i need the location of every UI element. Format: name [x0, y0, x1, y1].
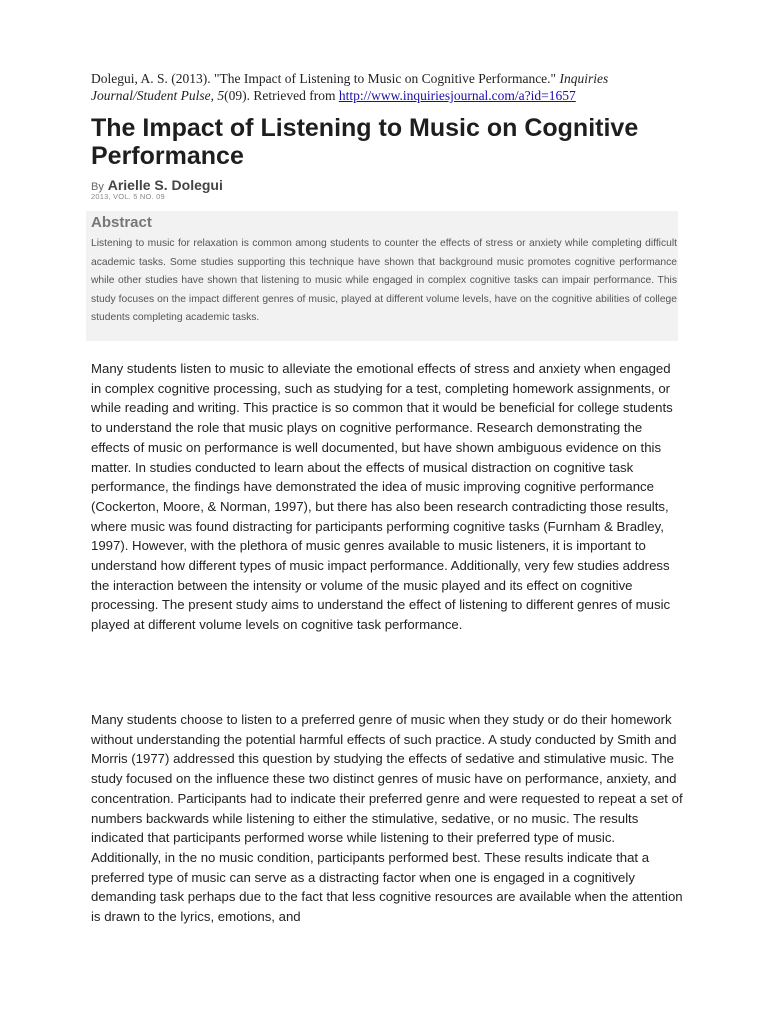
citation-issue-retrieved: (09). Retrieved from — [224, 88, 339, 103]
citation-journal: Inquiries Journal/Student Pulse — [91, 71, 609, 103]
author-name: Arielle S. Dolegui — [107, 177, 223, 193]
abstract-text: Listening to music for relaxation is common among students to counter the effects of stress or anxiety while completing difficult academic tasks. Some studies supporting this technique have shown that background music promotes cognitive performance while other studies have shown that listening to music while engaged in complex cognitive tasks can impair performance. This study focuses on the impact different genres of music, played at different volume levels, have on the cognitive abilities of college students completing academic tasks. — [91, 238, 677, 323]
citation-volume: 5 — [217, 88, 225, 103]
body-paragraph-2: Many students choose to listen to a preferred genre of music when they study or do their homework without understanding the potential harmful effects of such practice. A study conducted by Smith and Morris (1977) addressed this question by studying the effects of sedative and stimulative music. The study focused on the influence these two distinct genres of music have on performance, anxiety, and concentration. Participants had to indicate their preferred genre and were requested to repeat a set of numbers backwards while listening to either the stimulative, sedative, or no music. The results indicated that participants performed worse while listening to their preferred type of music. Additionally, in the no music condition, participants performed best. These results indicate that a preferred type of music can serve as a distracting factor when one is engaged in a cognitively demanding task perhaps due to the fact that less cognitive resources are available when the attention is drawn to the lyrics, emotions, and — [91, 712, 683, 925]
abstract-heading: Abstract — [91, 214, 152, 231]
by-label: By — [91, 181, 104, 193]
citation-url-link[interactable]: http://www.inquiriesjournal.com/a?id=1657 — [338, 88, 576, 103]
abstract-section — [86, 211, 678, 341]
body-paragraph-1: Many students listen to music to alleviate the emotional effects of stress and anxiety when engaged in complex cognitive processing, such as studying for a test, completing homework assignments, or while reading and writing. This practice is so common that it would be beneficial for college students to understand the role that music plays on cognitive performance. Research demonstrating the effects of music on performance is well documented, but have shown ambiguous evidence on this matter. In studies conducted to learn about the effects of musical distraction on cognitive task performance, the findings have demonstrated the idea of music improving cognitive performance (Cockerton, Moore, & Norman, 1997), but there has also been research contradicting those results, where music was found distracting for participants performing cognitive tasks (Furnham & Bradley, 1997). However, with the plethora of music genres available to music listeners, it is important to understand how different types of music impact performance. Additionally, very few studies address the interaction between the intensity or volume of the music played and its effect on cognitive processing. The present study aims to understand the effect of listening to different genres of music played at different volume levels on cognitive task performance. — [91, 361, 673, 633]
article-title: The Impact of Listening to Music on Cognitive Performance — [91, 114, 639, 170]
citation — [91, 70, 691, 104]
citation-prefix: Dolegui, A. S. (2013). "The Impact of Listening to Music on Cognitive Performance." — [91, 71, 560, 86]
citation-separator: , — [210, 88, 218, 103]
volume-info: 2013, VOL. 5 NO. 09 — [91, 192, 165, 201]
